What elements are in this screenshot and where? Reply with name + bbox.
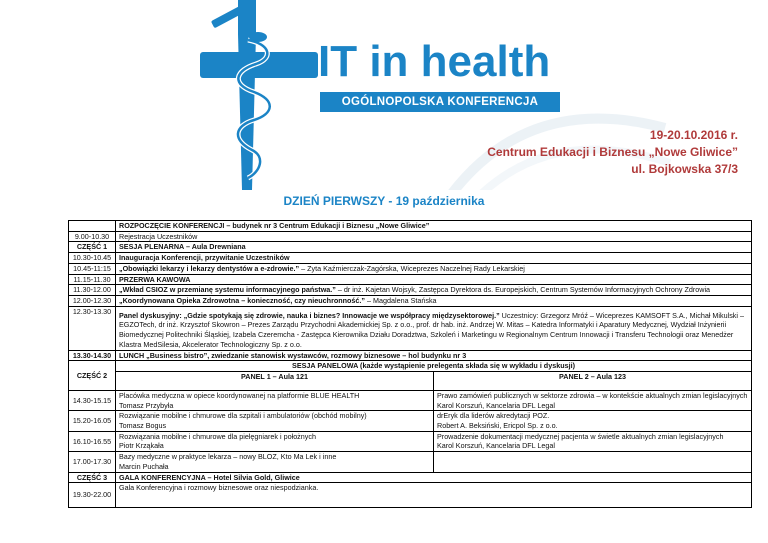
- talk-speaker: Tomasz Przybyła: [119, 400, 174, 410]
- table-row: [69, 306, 752, 350]
- opening-cell: ROZPOCZĘCIE KONFERENCJI – budynek nr 3 Centrum Edukacji i Biznesu „Nowe Gliwice”: [116, 221, 752, 232]
- event-date: 19-20.10.2016 r.: [649, 128, 738, 142]
- table-row: [69, 253, 752, 264]
- panel-1-talk: [116, 411, 434, 431]
- day-title: DZIEŃ PIERWSZY - 19 października: [283, 194, 485, 208]
- agenda-cell: PRZERWA KAWOWA: [116, 274, 752, 285]
- time-cell: 11.30-12.00: [69, 285, 116, 296]
- panel-1-talk: [116, 452, 434, 472]
- table-row: [69, 350, 752, 361]
- event-address: ul. Bojkowska 37/3: [631, 162, 738, 176]
- agenda-cell: [116, 296, 752, 307]
- panel-2-talk: [434, 411, 752, 431]
- talk-title: drEryk dla liderów akredytacji POZ.: [437, 411, 550, 421]
- panel-2-header: PANEL 2 – Aula 123: [434, 372, 752, 391]
- panel-1-talk: [116, 431, 434, 451]
- talk-speaker: Robert A. Beksiński, Ericpol Sp. z o.o.: [437, 420, 558, 430]
- table-row: [69, 285, 752, 296]
- time-cell: 12.00-12.30: [69, 296, 116, 307]
- talk-speaker: – Zyta Kaźmierczak-Zagórska, Wiceprezes Naczelnej Rady Lekarskiej: [299, 263, 525, 273]
- panel-2-talk: [434, 431, 752, 451]
- table-row: [69, 242, 752, 253]
- agenda-cell: [116, 306, 752, 350]
- table-row: [69, 411, 752, 431]
- time-cell: 10.30-10.45: [69, 253, 116, 264]
- panel-participants: Uczestnicy: Grzegorz Mróź – Wiceprezes KAMSOFT S.A., Michał Mikulski – EGZOTech, dr inż. Krzysztof Skowron – Prezes Zarządu Przychodni Akademickiej Sp. z o.o., prof. dr hab. inż. Andrzej W. Mitas – Katedra Informatyki i Aparatury Medycznej, Wydział Inżynierii Biomedycznej Politechniki Śląskiej, Izabela Czeremcha - Zastępca Kierownika Działu Doradztwa, Szkoleń i Marketingu w Regionalnym Centrum Innowacji i Transferu Technologii oraz Menedżer Klastra MedSilesia, Akcelerator Technologiczny Sp. z o.o.: [119, 310, 744, 349]
- part-label: CZĘŚĆ 3: [69, 472, 116, 483]
- table-row: [69, 472, 752, 483]
- part-label: CZĘŚĆ 1: [69, 242, 116, 253]
- talk-speaker: Marcin Puchała: [119, 461, 169, 471]
- time-cell: 15.20-16.05: [69, 411, 116, 431]
- table-row: [69, 221, 752, 232]
- talk-title: „Obowiązki lekarzy i lekarzy dentystów a e-zdrowie.”: [119, 263, 300, 273]
- time-cell: 17.00-17.30: [69, 452, 116, 472]
- agenda-cell: LUNCH „Business bistro”, zwiedzanie stanowisk wystawców, rozmowy biznesowe – hol budynku nr 3: [116, 350, 752, 361]
- talk-speaker: Karol Korszuń, Kancelaria DFL Legal: [437, 400, 555, 410]
- time-cell: 14.30-15.15: [69, 390, 116, 410]
- panel-1-header: PANEL 1 – Aula 121: [116, 372, 434, 391]
- header-banner: [0, 0, 768, 190]
- talk-speaker: – Magdalena Stańska: [365, 296, 437, 306]
- talk-title: Rozwiązanie mobilne i chmurowe dla szpitali i ambulatoriów (obchód mobilny): [119, 411, 367, 421]
- panel-2-empty: [434, 452, 752, 472]
- talk-speaker: – dr inż. Kajetan Wojsyk, Zastępca Dyrektora ds. Europejskich, Centrum Systemów Informacyjnych Ochrony Zdrowia: [335, 285, 711, 295]
- time-cell: 16.10-16.55: [69, 431, 116, 451]
- talk-title: Prawo zamówień publicznych w sektorze zdrowia – w kontekście aktualnych zmian legislacyjnych: [437, 390, 748, 400]
- talk-title: Prowadzenie dokumentacji medycznej pacjenta w świetle aktualnych zmian legislacyjnych: [437, 431, 724, 441]
- conference-title: IT in health: [318, 37, 551, 86]
- talk-title: Bazy medyczne w praktyce lekarza – nowy BLOZ, Kto Ma Lek i inne: [119, 452, 337, 462]
- time-cell: 12.30-13.30: [69, 306, 116, 350]
- table-row: [69, 483, 752, 508]
- agenda-cell: Gala Konferencyjna i rozmowy biznesowe oraz niespodzianka.: [116, 483, 752, 508]
- time-cell: 11.15-11.30: [69, 274, 116, 285]
- table-row: [69, 296, 752, 307]
- time-cell: 9.00-10.30: [69, 231, 116, 242]
- talk-title: „Koordynowana Opieka Zdrowotna – konieczność, czy nieuchronność.”: [119, 296, 366, 306]
- table-row: [69, 372, 752, 391]
- panel-1-talk: [116, 390, 434, 410]
- part-label: CZĘŚĆ 2: [69, 361, 116, 390]
- talk-title: Rozwiązania mobilne i chmurowe dla pielęgniarek i położnych: [119, 431, 316, 441]
- agenda-cell: SESJA PLENARNA – Aula Drewniana: [116, 242, 752, 253]
- agenda-cell: GALA KONFERENCYJNA – Hotel Silvia Gold, Gliwice: [116, 472, 752, 483]
- agenda-cell: Rejestracja Uczestników: [116, 231, 752, 242]
- time-cell: 19.30-22.00: [69, 483, 116, 508]
- table-row: [69, 263, 752, 274]
- time-cell: 13.30-14.30: [69, 350, 116, 361]
- panel-2-talk: [434, 390, 752, 410]
- conference-subtitle: OGÓLNOPOLSKA KONFERENCJA NAUKOWA: [320, 92, 560, 112]
- table-row: [69, 274, 752, 285]
- schedule-table: [68, 220, 752, 508]
- talk-title: Placówka medyczna w opiece koordynowanej na platformie BLUE HEALTH: [119, 390, 360, 400]
- talk-title: „Wkład CSIOZ w przemianę systemu informacyjnego państwa.”: [119, 285, 336, 295]
- agenda-cell: [116, 285, 752, 296]
- table-row: [69, 431, 752, 451]
- table-row: [69, 231, 752, 242]
- table-row: [69, 390, 752, 410]
- time-cell: 10.45-11:15: [69, 263, 116, 274]
- agenda-cell: [116, 263, 752, 274]
- panel-title: Panel dyskusyjny: „Gdzie spotykają się zdrowie, nauka i biznes? Innowacje we współpracy międzysektorowej.”: [119, 310, 500, 320]
- table-row: [69, 361, 752, 372]
- talk-speaker: Karol Korszuń, Kancelaria DFL Legal: [437, 441, 555, 451]
- talk-speaker: Piotr Krząkała: [119, 441, 164, 451]
- event-venue: Centrum Edukacji i Biznesu „Nowe Gliwice”: [487, 145, 738, 159]
- caduceus-logo-icon: [200, 0, 320, 190]
- table-row: [69, 452, 752, 472]
- panel-session-header: SESJA PANELOWA (każde wystąpienie prelegenta składa się w wykładu i dyskusji): [116, 361, 752, 372]
- agenda-cell: Inauguracja Konferencji, przywitanie Uczestników: [116, 253, 752, 264]
- talk-speaker: Tomasz Bogus: [119, 420, 167, 430]
